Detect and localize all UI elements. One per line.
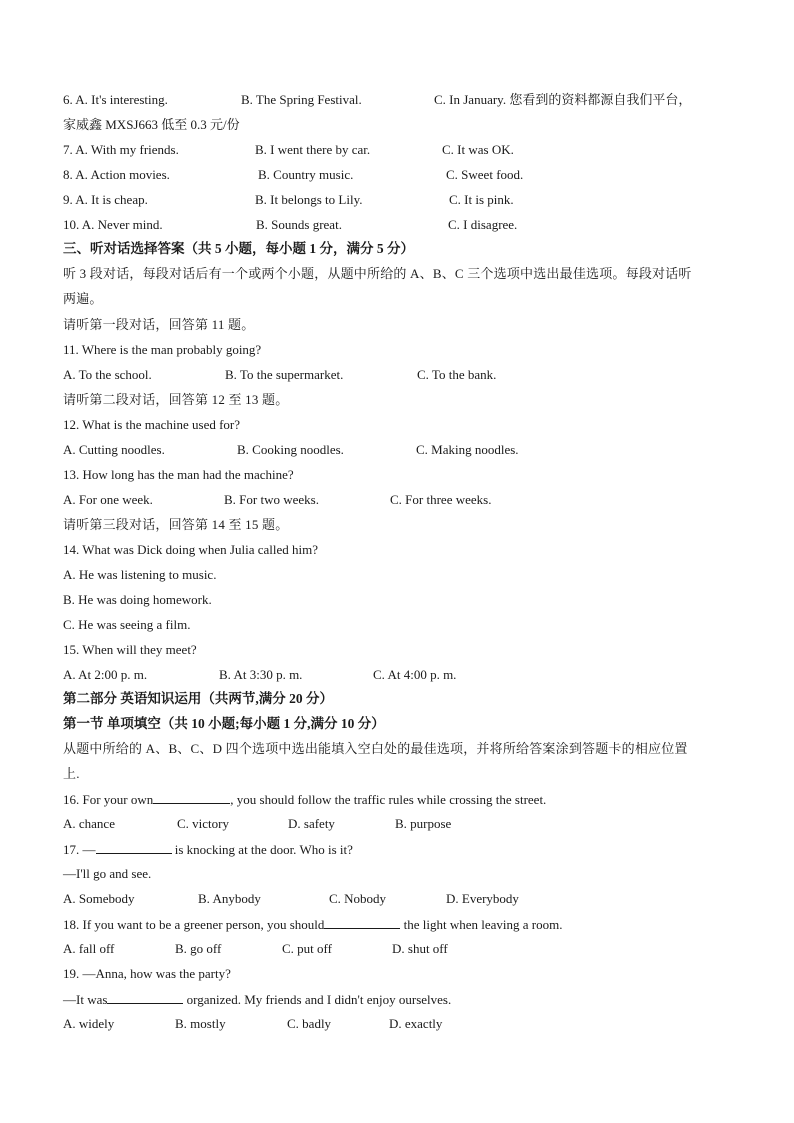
- section-1-instructions-cont: 上.: [63, 766, 80, 781]
- q19-reply: [63, 991, 451, 1008]
- q9-option-b: B. It belongs to Lily.: [255, 192, 363, 207]
- q10-option-c: C. I disagree.: [448, 217, 518, 232]
- promo-line: 家威鑫 MXSJ663 低至 0.3 元/份: [63, 117, 240, 132]
- q16-option-a: A. chance: [63, 816, 115, 831]
- q6-option-c: C. In January. 您看到的资料都源自我们平台，: [434, 92, 692, 107]
- q13-stem: 13. How long has the man had the machine?: [63, 467, 294, 482]
- q18-option-d: D. shut off: [392, 941, 448, 956]
- dialogue-3-prompt: 请听第三段对话，回答第 14 至 15 题。: [63, 517, 289, 532]
- q14-stem: 14. What was Dick doing when Julia called him?: [63, 542, 319, 557]
- q19-option-d: D. exactly: [389, 1016, 443, 1031]
- q19-option-c: C. badly: [287, 1016, 332, 1031]
- q17-option-b: B. Anybody: [198, 891, 261, 906]
- q19-stem: 19. —Anna, how was the party?: [63, 966, 231, 981]
- q12-option-a: A. Cutting noodles.: [63, 442, 165, 457]
- q14-option-c: C. He was seeing a film.: [63, 617, 191, 632]
- q9-option-c: C. It is pink.: [449, 192, 514, 207]
- q10-option-a: 10. A. Never mind.: [63, 217, 163, 232]
- q19-option-a: A. widely: [63, 1016, 115, 1031]
- q19-option-b: B. mostly: [175, 1016, 226, 1031]
- q6-row: [63, 92, 168, 108]
- q6-option-b: B. The Spring Festival.: [241, 92, 362, 107]
- q6-option-a: 6. A. It's interesting.: [63, 92, 168, 107]
- q17-option-d: D. Everybody: [446, 891, 519, 906]
- q12-option-c: C. Making noodles.: [416, 442, 519, 457]
- q8-option-c: C. Sweet food.: [446, 167, 524, 182]
- q16-option-c: C. victory: [177, 816, 229, 831]
- q16-stem-end: , you should follow the traffic rules while crossing the street.: [230, 792, 547, 807]
- q17-blank: [96, 841, 172, 854]
- q8-option-b: B. Country music.: [258, 167, 354, 182]
- q18-blank: [324, 916, 400, 929]
- q15-stem: 15. When will they meet?: [63, 642, 197, 657]
- q7-option-a: 7. A. With my friends.: [63, 142, 179, 157]
- q17-stem: [63, 841, 353, 858]
- q15-option-c: C. At 4:00 p. m.: [373, 667, 457, 682]
- q19-reply-end: organized. My friends and I didn't enjoy ourselves.: [183, 992, 452, 1007]
- q15-option-b: B. At 3:30 p. m.: [219, 667, 303, 682]
- section-3-instructions-cont: 两遍。: [63, 291, 103, 306]
- q18-stem: [63, 916, 563, 933]
- q16-blank: [153, 791, 230, 804]
- q7-option-b: B. I went there by car.: [255, 142, 371, 157]
- q10-option-b: B. Sounds great.: [256, 217, 342, 232]
- q13-option-c: C. For three weeks.: [390, 492, 492, 507]
- q11-option-c: C. To the bank.: [417, 367, 497, 382]
- q18-stem-start: 18. If you want to be a greener person, you should: [63, 917, 325, 932]
- q11-stem: 11. Where is the man probably going?: [63, 342, 262, 357]
- q11-option-a: A. To the school.: [63, 367, 152, 382]
- section-1-heading: 第一节 单项填空（共 10 小题;每小题 1 分,满分 10 分）: [63, 716, 385, 731]
- q18-option-b: B. go off: [175, 941, 222, 956]
- q17-reply: —I'll go and see.: [63, 866, 152, 881]
- q9-option-a: 9. A. It is cheap.: [63, 192, 148, 207]
- q19-reply-start: —It was: [63, 992, 108, 1007]
- q14-option-b: B. He was doing homework.: [63, 592, 212, 607]
- q14-option-a: A. He was listening to music.: [63, 567, 217, 582]
- q18-stem-end: the light when leaving a room.: [400, 917, 563, 932]
- q16-stem-start: 16. For your own: [63, 792, 154, 807]
- section-3-heading: 三、听对话选择答案（共 5 小题，每小题 1 分，满分 5 分）: [63, 241, 414, 256]
- section-1-instructions: 从题中所给的 A、B、C、D 四个选项中选出能填入空白处的最佳选项，并将所给答案涂到答题卡的相应位置: [63, 741, 688, 756]
- q16-option-b: B. purpose: [395, 816, 452, 831]
- q16-stem: [63, 791, 546, 808]
- part-2-heading: 第二部分 英语知识运用（共两节,满分 20 分）: [63, 691, 333, 706]
- section-3-instructions: 听 3 段对话，每段对话后有一个或两个小题，从题中所给的 A、B、C 三个选项中选出最佳选项。每段对话听: [63, 266, 692, 281]
- q18-option-a: A. fall off: [63, 941, 115, 956]
- q12-stem: 12. What is the machine used for?: [63, 417, 241, 432]
- dialogue-2-prompt: 请听第二段对话，回答第 12 至 13 题。: [63, 392, 289, 407]
- q13-option-a: A. For one week.: [63, 492, 153, 507]
- dialogue-1-prompt: 请听第一段对话，回答第 11 题。: [63, 317, 255, 332]
- q8-option-a: 8. A. Action movies.: [63, 167, 170, 182]
- q17-stem-end: is knocking at the door. Who is it?: [171, 842, 353, 857]
- q15-option-a: A. At 2:00 p. m.: [63, 667, 148, 682]
- q11-option-b: B. To the supermarket.: [225, 367, 344, 382]
- q13-option-b: B. For two weeks.: [224, 492, 319, 507]
- q16-option-d: D. safety: [288, 816, 335, 831]
- q17-stem-start: 17. —: [63, 842, 96, 857]
- q17-option-c: C. Nobody: [329, 891, 387, 906]
- q12-option-b: B. Cooking noodles.: [237, 442, 344, 457]
- q7-option-c: C. It was OK.: [442, 142, 514, 157]
- q17-option-a: A. Somebody: [63, 891, 135, 906]
- q19-blank: [107, 991, 183, 1004]
- q18-option-c: C. put off: [282, 941, 332, 956]
